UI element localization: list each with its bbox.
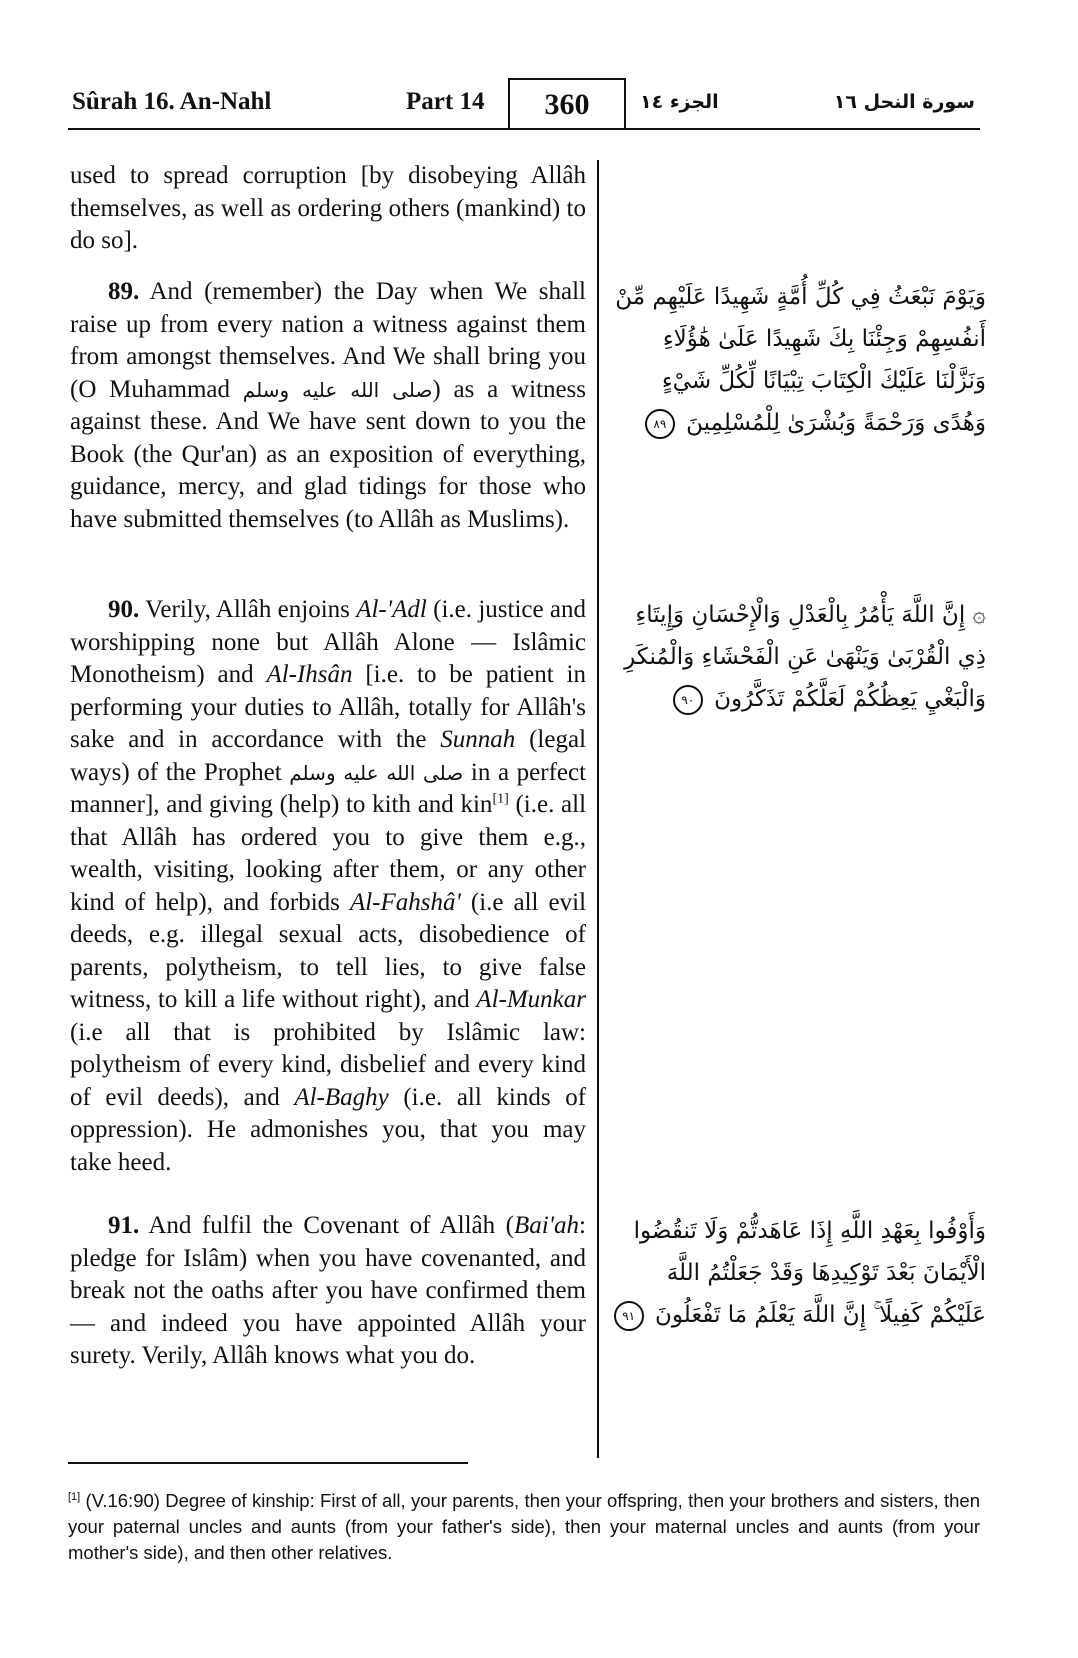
verse-90-text-9: (i.e. all kinds of oppression). He admonishes you, that you may take heed. xyxy=(70,1083,587,1176)
footnote-text: (V.16:90) Degree of kinship: First of all, your parents, then your offspring, then your brothers and sisters, then your paternal uncles and aunts (from your father's side), then your maternal uncles and aunts (from your mother's side), and then other relatives. xyxy=(68,1490,980,1564)
term-al-baghy: Al-Baghy xyxy=(294,1083,389,1111)
term-sunnah: Sunnah xyxy=(440,726,516,753)
verse-91-arabic xyxy=(606,1210,986,1336)
verse-90-text-8: (i.e all that is prohibited by Islâmic law: polytheism of every kind, disbelief and every kind of evil deeds), and xyxy=(70,1018,586,1111)
intro-paragraph xyxy=(70,160,586,258)
verse-91-translation xyxy=(70,1210,586,1373)
verse-89-number: 89. xyxy=(108,278,140,305)
verse-90-salutation: صلى الله عليه وسلم xyxy=(289,760,464,785)
page-number-box xyxy=(508,78,626,130)
term-al-adl: Al-'Adl xyxy=(356,596,427,623)
verse-90-text-7: (i.e all evil deeds, e.g. illegal sexual acts, disobedience of parents, polytheism, to tell lies, to give false witness, to kill a life without right), and xyxy=(70,888,587,1013)
verse-89-text-1: And (remember) the Day when We shall raise up from every nation a witness against them from amongst themselves. And We shall bring you (O Muhammad xyxy=(70,278,586,403)
verse-91-arabic-text: وَأَوْفُوا بِعَهْدِ اللَّهِ إِذَا عَاهَدتُّمْ وَلَا تَنقُضُوا الْأَيْمَانَ بَعْدَ تَوْكِيدِهَا وَقَدْ جَعَلْتُمُ اللَّهَ عَلَيْكُمْ كَفِيلًا ۚ إِنَّ اللَّهَ يَعْلَمُ مَا تَفْعَلُونَ xyxy=(633,1218,986,1328)
term-al-ihsan: Al-Ihsân xyxy=(266,661,353,688)
part-label-english: Part 14 xyxy=(406,88,485,115)
surah-title-arabic: سورة النحل ١٦ xyxy=(833,91,975,113)
verse-90-arabic xyxy=(606,594,986,720)
verse-91-end-marker: ٩١ xyxy=(614,1301,644,1331)
header-rule xyxy=(68,128,980,130)
verse-89-text-2: ) as a witness against these. And We have sent down to you the Book (the Qur'an) as an exposition of everything, guidance, mercy, and glad tidings for those who have submitted themselves (to Allâh as Muslims). xyxy=(70,375,587,533)
page-number: 360 xyxy=(544,88,590,121)
column-divider xyxy=(597,160,599,1458)
footnote-reference[interactable]: [1] xyxy=(492,791,509,807)
verse-90-text-5: in a perfect manner], and giving (help) to kith and kin xyxy=(70,758,587,818)
verse-89-translation xyxy=(70,276,586,536)
verse-91-number: 91. xyxy=(108,1212,140,1239)
verse-90-end-marker: ٩٠ xyxy=(673,685,703,715)
verse-91-text-2: : pledge for Islâm) when you have covenanted, and break not the oaths after you have confirmed them — and indeed you have appointed Allâh your surety. Verily, Allâh knows what you do. xyxy=(70,1212,586,1369)
verse-91-text-1: And fulfil the Covenant of Allâh ( xyxy=(148,1212,514,1239)
verse-90-number: 90. xyxy=(108,596,140,623)
verse-89-salutation: صلى الله عليه وسلم xyxy=(242,377,433,402)
verse-89-arabic xyxy=(606,276,986,444)
term-al-munkar: Al-Munkar xyxy=(476,986,586,1013)
surah-title-english: Sûrah 16. An-Nahl xyxy=(72,88,272,115)
verse-90-text-2: (i.e. justice and worshipping none but Allâh Alone — Islâmic Monotheism) and xyxy=(70,596,587,688)
part-label-arabic: الجزء ١٤ xyxy=(640,91,719,113)
footnote xyxy=(68,1484,980,1566)
term-baiah: Bai'ah xyxy=(513,1212,580,1239)
verse-90-translation xyxy=(70,594,586,1179)
verse-90-text-6: (i.e. all that Allâh has ordered you to give them e.g., wealth, visiting, looking after them, or any other kind of help), and forbids xyxy=(70,791,587,916)
verse-90-text-3: [i.e. to be patient in performing your duties to Allâh, totally for Allâh's sake and in accordance with the xyxy=(70,661,586,753)
intro-text: used to spread corruption [by disobeying Allâh themselves, as well as ordering others (mankind) to do so]. xyxy=(70,162,586,254)
verse-89-arabic-text: وَيَوْمَ نَبْعَثُ فِي كُلِّ أُمَّةٍ شَهِيدًا عَلَيْهِم مِّنْ أَنفُسِهِمْ وَجِئْنَا بِكَ شَهِيدًا عَلَىٰ هَٰؤُلَاءِ وَنَزَّلْنَا عَلَيْكَ الْكِتَابَ تِبْيَانًا لِّكُلِّ شَيْءٍ وَهُدًى وَرَحْمَةً وَبُشْرَىٰ لِلْمُسْلِمِينَ xyxy=(615,284,986,436)
verse-90-text-4: (legal ways) of the Prophet xyxy=(70,726,587,786)
verse-90-arabic-text: ۞ إِنَّ اللَّهَ يَأْمُرُ بِالْعَدْلِ وَالْإِحْسَانِ وَإِيتَاءِ ذِي الْقُرْبَىٰ وَيَنْهَىٰ عَنِ الْفَحْشَاءِ وَالْمُنكَرِ وَالْبَغْيِ يَعِظُكُمْ لَعَلَّكُمْ تَذَكَّرُونَ xyxy=(624,602,986,712)
term-al-fahsha: Al-Fahshâ' xyxy=(349,888,461,916)
footnote-rule xyxy=(68,1462,468,1464)
footnote-mark: [1] xyxy=(68,1491,81,1503)
verse-89-end-marker: ٨٩ xyxy=(645,409,675,439)
verse-90-text-1: Verily, Allâh enjoins xyxy=(145,596,350,623)
